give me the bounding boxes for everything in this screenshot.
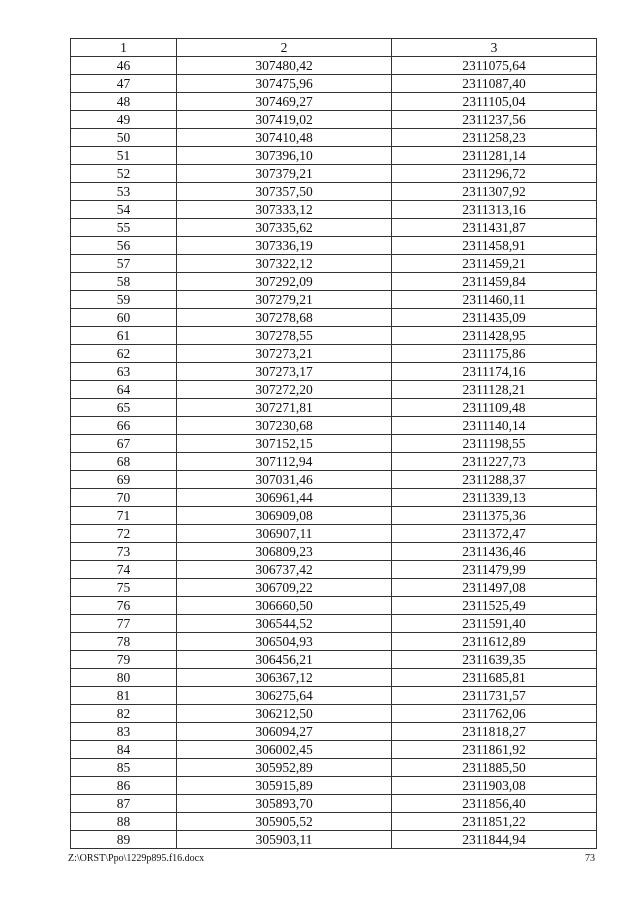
x-coordinate-cell: 305905,52 — [177, 813, 392, 831]
point-number-cell: 46 — [71, 57, 177, 75]
table-row — [71, 165, 597, 183]
point-number-cell: 86 — [71, 777, 177, 795]
table-row — [71, 417, 597, 435]
table-row — [71, 669, 597, 687]
table-row — [71, 543, 597, 561]
point-number-cell: 78 — [71, 633, 177, 651]
x-coordinate-cell: 307419,02 — [177, 111, 392, 129]
x-coordinate-cell: 307152,15 — [177, 435, 392, 453]
y-coordinate-cell: 2311281,14 — [392, 147, 597, 165]
point-number-cell: 57 — [71, 255, 177, 273]
y-coordinate-cell: 2311861,92 — [392, 741, 597, 759]
y-coordinate-cell: 2311087,40 — [392, 75, 597, 93]
x-coordinate-cell: 307278,68 — [177, 309, 392, 327]
footer-file-path: Z:\ORST\Ppo\1229p895.f16.docx — [68, 853, 205, 864]
table-row — [71, 201, 597, 219]
x-coordinate-cell: 306367,12 — [177, 669, 392, 687]
table-row — [71, 489, 597, 507]
table-row — [71, 345, 597, 363]
table-row — [71, 507, 597, 525]
point-number-cell: 66 — [71, 417, 177, 435]
point-number-cell: 67 — [71, 435, 177, 453]
point-number-cell: 80 — [71, 669, 177, 687]
y-coordinate-cell: 2311237,56 — [392, 111, 597, 129]
point-number-cell: 81 — [71, 687, 177, 705]
table-row — [71, 93, 597, 111]
x-coordinate-cell: 306544,52 — [177, 615, 392, 633]
header-col-2: 2 — [177, 39, 392, 57]
y-coordinate-cell: 2311258,23 — [392, 129, 597, 147]
x-coordinate-cell: 306002,45 — [177, 741, 392, 759]
y-coordinate-cell: 2311428,95 — [392, 327, 597, 345]
x-coordinate-cell: 306275,64 — [177, 687, 392, 705]
point-number-cell: 75 — [71, 579, 177, 597]
y-coordinate-cell: 2311307,92 — [392, 183, 597, 201]
y-coordinate-cell: 2311731,57 — [392, 687, 597, 705]
y-coordinate-cell: 2311296,72 — [392, 165, 597, 183]
point-number-cell: 56 — [71, 237, 177, 255]
table-row — [71, 75, 597, 93]
y-coordinate-cell: 2311313,16 — [392, 201, 597, 219]
y-coordinate-cell: 2311844,94 — [392, 831, 597, 849]
point-number-cell: 55 — [71, 219, 177, 237]
x-coordinate-cell: 307278,55 — [177, 327, 392, 345]
table-row — [71, 237, 597, 255]
point-number-cell: 83 — [71, 723, 177, 741]
x-coordinate-cell: 305915,89 — [177, 777, 392, 795]
point-number-cell: 62 — [71, 345, 177, 363]
x-coordinate-cell: 307273,17 — [177, 363, 392, 381]
y-coordinate-cell: 2311375,36 — [392, 507, 597, 525]
point-number-cell: 58 — [71, 273, 177, 291]
table-row — [71, 273, 597, 291]
y-coordinate-cell: 2311460,11 — [392, 291, 597, 309]
y-coordinate-cell: 2311227,73 — [392, 453, 597, 471]
table-row — [71, 705, 597, 723]
table-row — [71, 111, 597, 129]
point-number-cell: 84 — [71, 741, 177, 759]
point-number-cell: 61 — [71, 327, 177, 345]
y-coordinate-cell: 2311175,86 — [392, 345, 597, 363]
x-coordinate-cell: 306809,23 — [177, 543, 392, 561]
x-coordinate-cell: 307292,09 — [177, 273, 392, 291]
point-number-cell: 49 — [71, 111, 177, 129]
y-coordinate-cell: 2311525,49 — [392, 597, 597, 615]
point-number-cell: 70 — [71, 489, 177, 507]
table-row — [71, 561, 597, 579]
table-row — [71, 327, 597, 345]
x-coordinate-cell: 306961,44 — [177, 489, 392, 507]
x-coordinate-cell: 306456,21 — [177, 651, 392, 669]
y-coordinate-cell: 2311128,21 — [392, 381, 597, 399]
x-coordinate-cell: 307475,96 — [177, 75, 392, 93]
y-coordinate-cell: 2311497,08 — [392, 579, 597, 597]
point-number-cell: 53 — [71, 183, 177, 201]
table-row — [71, 633, 597, 651]
table-row — [71, 309, 597, 327]
table-row — [71, 777, 597, 795]
y-coordinate-cell: 2311140,14 — [392, 417, 597, 435]
table-header — [71, 39, 597, 57]
header-col-1: 1 — [71, 39, 177, 57]
x-coordinate-cell: 307469,27 — [177, 93, 392, 111]
x-coordinate-cell: 306504,93 — [177, 633, 392, 651]
point-number-cell: 47 — [71, 75, 177, 93]
y-coordinate-cell: 2311856,40 — [392, 795, 597, 813]
table-row — [71, 579, 597, 597]
y-coordinate-cell: 2311075,64 — [392, 57, 597, 75]
point-number-cell: 59 — [71, 291, 177, 309]
point-number-cell: 64 — [71, 381, 177, 399]
table-row — [71, 147, 597, 165]
y-coordinate-cell: 2311105,04 — [392, 93, 597, 111]
y-coordinate-cell: 2311639,35 — [392, 651, 597, 669]
point-number-cell: 73 — [71, 543, 177, 561]
point-number-cell: 89 — [71, 831, 177, 849]
table-row — [71, 651, 597, 669]
x-coordinate-cell: 307279,21 — [177, 291, 392, 309]
point-number-cell: 65 — [71, 399, 177, 417]
point-number-cell: 60 — [71, 309, 177, 327]
point-number-cell: 77 — [71, 615, 177, 633]
x-coordinate-cell: 305893,70 — [177, 795, 392, 813]
point-number-cell: 82 — [71, 705, 177, 723]
table-row — [71, 723, 597, 741]
y-coordinate-cell: 2311885,50 — [392, 759, 597, 777]
y-coordinate-cell: 2311109,48 — [392, 399, 597, 417]
point-number-cell: 88 — [71, 813, 177, 831]
y-coordinate-cell: 2311339,13 — [392, 489, 597, 507]
table-row — [71, 831, 597, 849]
x-coordinate-cell: 306909,08 — [177, 507, 392, 525]
y-coordinate-cell: 2311174,16 — [392, 363, 597, 381]
point-number-cell: 76 — [71, 597, 177, 615]
y-coordinate-cell: 2311685,81 — [392, 669, 597, 687]
table-row — [71, 759, 597, 777]
x-coordinate-cell: 307272,20 — [177, 381, 392, 399]
point-number-cell: 48 — [71, 93, 177, 111]
y-coordinate-cell: 2311288,37 — [392, 471, 597, 489]
y-coordinate-cell: 2311436,46 — [392, 543, 597, 561]
point-number-cell: 69 — [71, 471, 177, 489]
table-row — [71, 453, 597, 471]
x-coordinate-cell: 305952,89 — [177, 759, 392, 777]
header-row — [71, 39, 597, 57]
point-number-cell: 51 — [71, 147, 177, 165]
y-coordinate-cell: 2311372,47 — [392, 525, 597, 543]
point-number-cell: 68 — [71, 453, 177, 471]
table-row — [71, 363, 597, 381]
x-coordinate-cell: 307480,42 — [177, 57, 392, 75]
table-row — [71, 291, 597, 309]
table-row — [71, 471, 597, 489]
y-coordinate-cell: 2311458,91 — [392, 237, 597, 255]
table-row — [71, 255, 597, 273]
table-row — [71, 381, 597, 399]
x-coordinate-cell: 307357,50 — [177, 183, 392, 201]
footer-page-number: 73 — [585, 853, 595, 864]
point-number-cell: 72 — [71, 525, 177, 543]
x-coordinate-cell: 306907,11 — [177, 525, 392, 543]
table-row — [71, 525, 597, 543]
x-coordinate-cell: 306709,22 — [177, 579, 392, 597]
y-coordinate-cell: 2311762,06 — [392, 705, 597, 723]
x-coordinate-cell: 307410,48 — [177, 129, 392, 147]
point-number-cell: 74 — [71, 561, 177, 579]
point-number-cell: 52 — [71, 165, 177, 183]
x-coordinate-cell: 306212,50 — [177, 705, 392, 723]
y-coordinate-cell: 2311612,89 — [392, 633, 597, 651]
coordinates-table — [70, 38, 597, 849]
table-row — [71, 129, 597, 147]
point-number-cell: 50 — [71, 129, 177, 147]
point-number-cell: 54 — [71, 201, 177, 219]
x-coordinate-cell: 307273,21 — [177, 345, 392, 363]
point-number-cell: 85 — [71, 759, 177, 777]
table-row — [71, 399, 597, 417]
x-coordinate-cell: 307322,12 — [177, 255, 392, 273]
y-coordinate-cell: 2311431,87 — [392, 219, 597, 237]
x-coordinate-cell: 306737,42 — [177, 561, 392, 579]
x-coordinate-cell: 307379,21 — [177, 165, 392, 183]
y-coordinate-cell: 2311818,27 — [392, 723, 597, 741]
x-coordinate-cell: 307335,62 — [177, 219, 392, 237]
table-row — [71, 435, 597, 453]
table-row — [71, 813, 597, 831]
x-coordinate-cell: 307333,12 — [177, 201, 392, 219]
table-row — [71, 741, 597, 759]
y-coordinate-cell: 2311851,22 — [392, 813, 597, 831]
point-number-cell: 87 — [71, 795, 177, 813]
x-coordinate-cell: 307230,68 — [177, 417, 392, 435]
point-number-cell: 79 — [71, 651, 177, 669]
x-coordinate-cell: 307031,46 — [177, 471, 392, 489]
table-row — [71, 687, 597, 705]
table-row — [71, 183, 597, 201]
table-body — [71, 57, 597, 849]
table-row — [71, 615, 597, 633]
y-coordinate-cell: 2311903,08 — [392, 777, 597, 795]
y-coordinate-cell: 2311459,84 — [392, 273, 597, 291]
x-coordinate-cell: 306094,27 — [177, 723, 392, 741]
point-number-cell: 71 — [71, 507, 177, 525]
table-row — [71, 795, 597, 813]
x-coordinate-cell: 307271,81 — [177, 399, 392, 417]
x-coordinate-cell: 307396,10 — [177, 147, 392, 165]
table-row — [71, 597, 597, 615]
x-coordinate-cell: 307112,94 — [177, 453, 392, 471]
y-coordinate-cell: 2311198,55 — [392, 435, 597, 453]
x-coordinate-cell: 305903,11 — [177, 831, 392, 849]
y-coordinate-cell: 2311479,99 — [392, 561, 597, 579]
x-coordinate-cell: 307336,19 — [177, 237, 392, 255]
x-coordinate-cell: 306660,50 — [177, 597, 392, 615]
table-row — [71, 219, 597, 237]
y-coordinate-cell: 2311435,09 — [392, 309, 597, 327]
table-row — [71, 57, 597, 75]
y-coordinate-cell: 2311591,40 — [392, 615, 597, 633]
point-number-cell: 63 — [71, 363, 177, 381]
y-coordinate-cell: 2311459,21 — [392, 255, 597, 273]
header-col-3: 3 — [392, 39, 597, 57]
